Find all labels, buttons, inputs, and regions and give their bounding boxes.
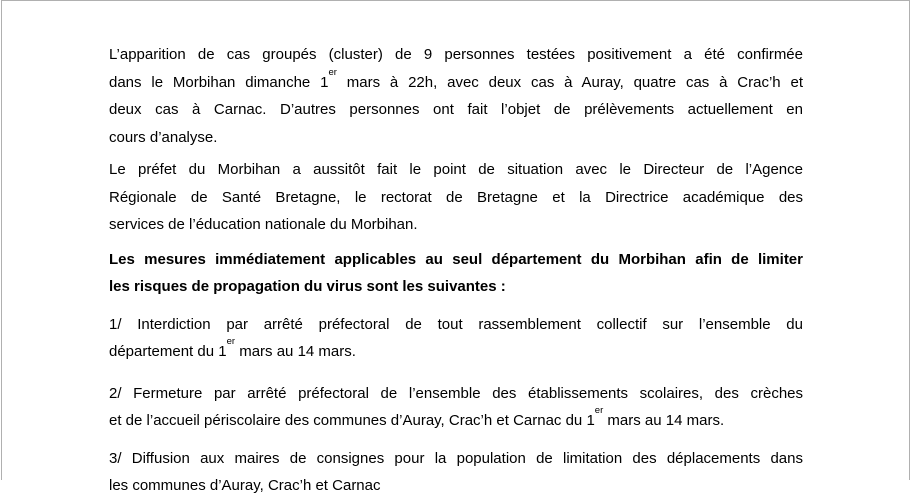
text-line [109, 311, 803, 339]
text-segment: les risques de propagation du virus sont les suivantes : [109, 278, 506, 295]
text-column [109, 41, 803, 500]
text-line [109, 472, 803, 500]
text-segment: mars à 22h, avec deux cas à Auray, quatre cas à Crac’h et [336, 73, 803, 91]
text-line [109, 156, 803, 184]
text-segment: dans le Morbihan dimanche 1 [109, 73, 329, 91]
text-segment: les communes d’Auray, Crac’h et Carnac [109, 477, 381, 494]
text-segment: Le préfet du Morbihan a aussitôt fait le point de situation avec le Directeur de l’Agence [109, 161, 803, 178]
text-segment: Régionale de Santé Bretagne, le rectorat de Bretagne et la Directrice académique des [109, 188, 803, 206]
measure-item-2 [109, 380, 803, 435]
text-line [109, 273, 803, 301]
text-line [109, 445, 803, 473]
text-segment: et de l’accueil périscolaire des communes d’Auray, Crac’h et Carnac du 1 [109, 412, 595, 429]
text-line [109, 184, 803, 212]
text-segment: cours d’analyse. [109, 128, 218, 146]
text-line [109, 41, 803, 69]
superscript-ordinal: er [594, 405, 604, 416]
superscript-ordinal: er [328, 66, 337, 78]
text-segment: 3/ Diffusion aux maires de consignes pour la population de limitation des déplacements dans [109, 449, 803, 467]
text-segment: mars au 14 mars. [235, 343, 356, 360]
measure-item-1 [109, 311, 803, 366]
text-segment: département du 1 [109, 343, 227, 360]
text-line [109, 407, 803, 435]
text-line [109, 338, 803, 366]
text-line [109, 66, 803, 97]
text-segment: services de l’éducation nationale du Morbihan. [109, 216, 418, 233]
text-segment: 2/ Fermeture par arrêté préfectoral de l’ensemble des établissements scolaires, des crèches [109, 384, 803, 402]
measure-item-3 [109, 445, 803, 500]
paragraph-mesures-heading [109, 246, 803, 301]
text-line [109, 246, 803, 274]
text-line [109, 96, 803, 124]
text-segment: mars au 14 mars. [603, 412, 725, 429]
text-segment: deux cas à Carnac. D’autres personnes ont fait l’objet de prélèvements actuellement en [109, 101, 803, 118]
text-line [109, 124, 803, 152]
text-line [109, 211, 803, 239]
text-segment: L’apparition de cas groupés (cluster) de 9 personnes testées positivement a été confirmée [109, 46, 803, 63]
document-page [1, 0, 910, 494]
text-segment: 1/ Interdiction par arrêté préfectoral de tout rassemblement collectif sur l’ensemble du [109, 315, 803, 333]
superscript-ordinal: er [226, 336, 236, 347]
text-segment: Les mesures immédiatement applicables au seul département du Morbihan afin de limiter [109, 250, 803, 268]
paragraph-point-de-situation [109, 156, 803, 239]
text-line [109, 380, 803, 408]
paragraph-intro-cluster [109, 41, 803, 151]
